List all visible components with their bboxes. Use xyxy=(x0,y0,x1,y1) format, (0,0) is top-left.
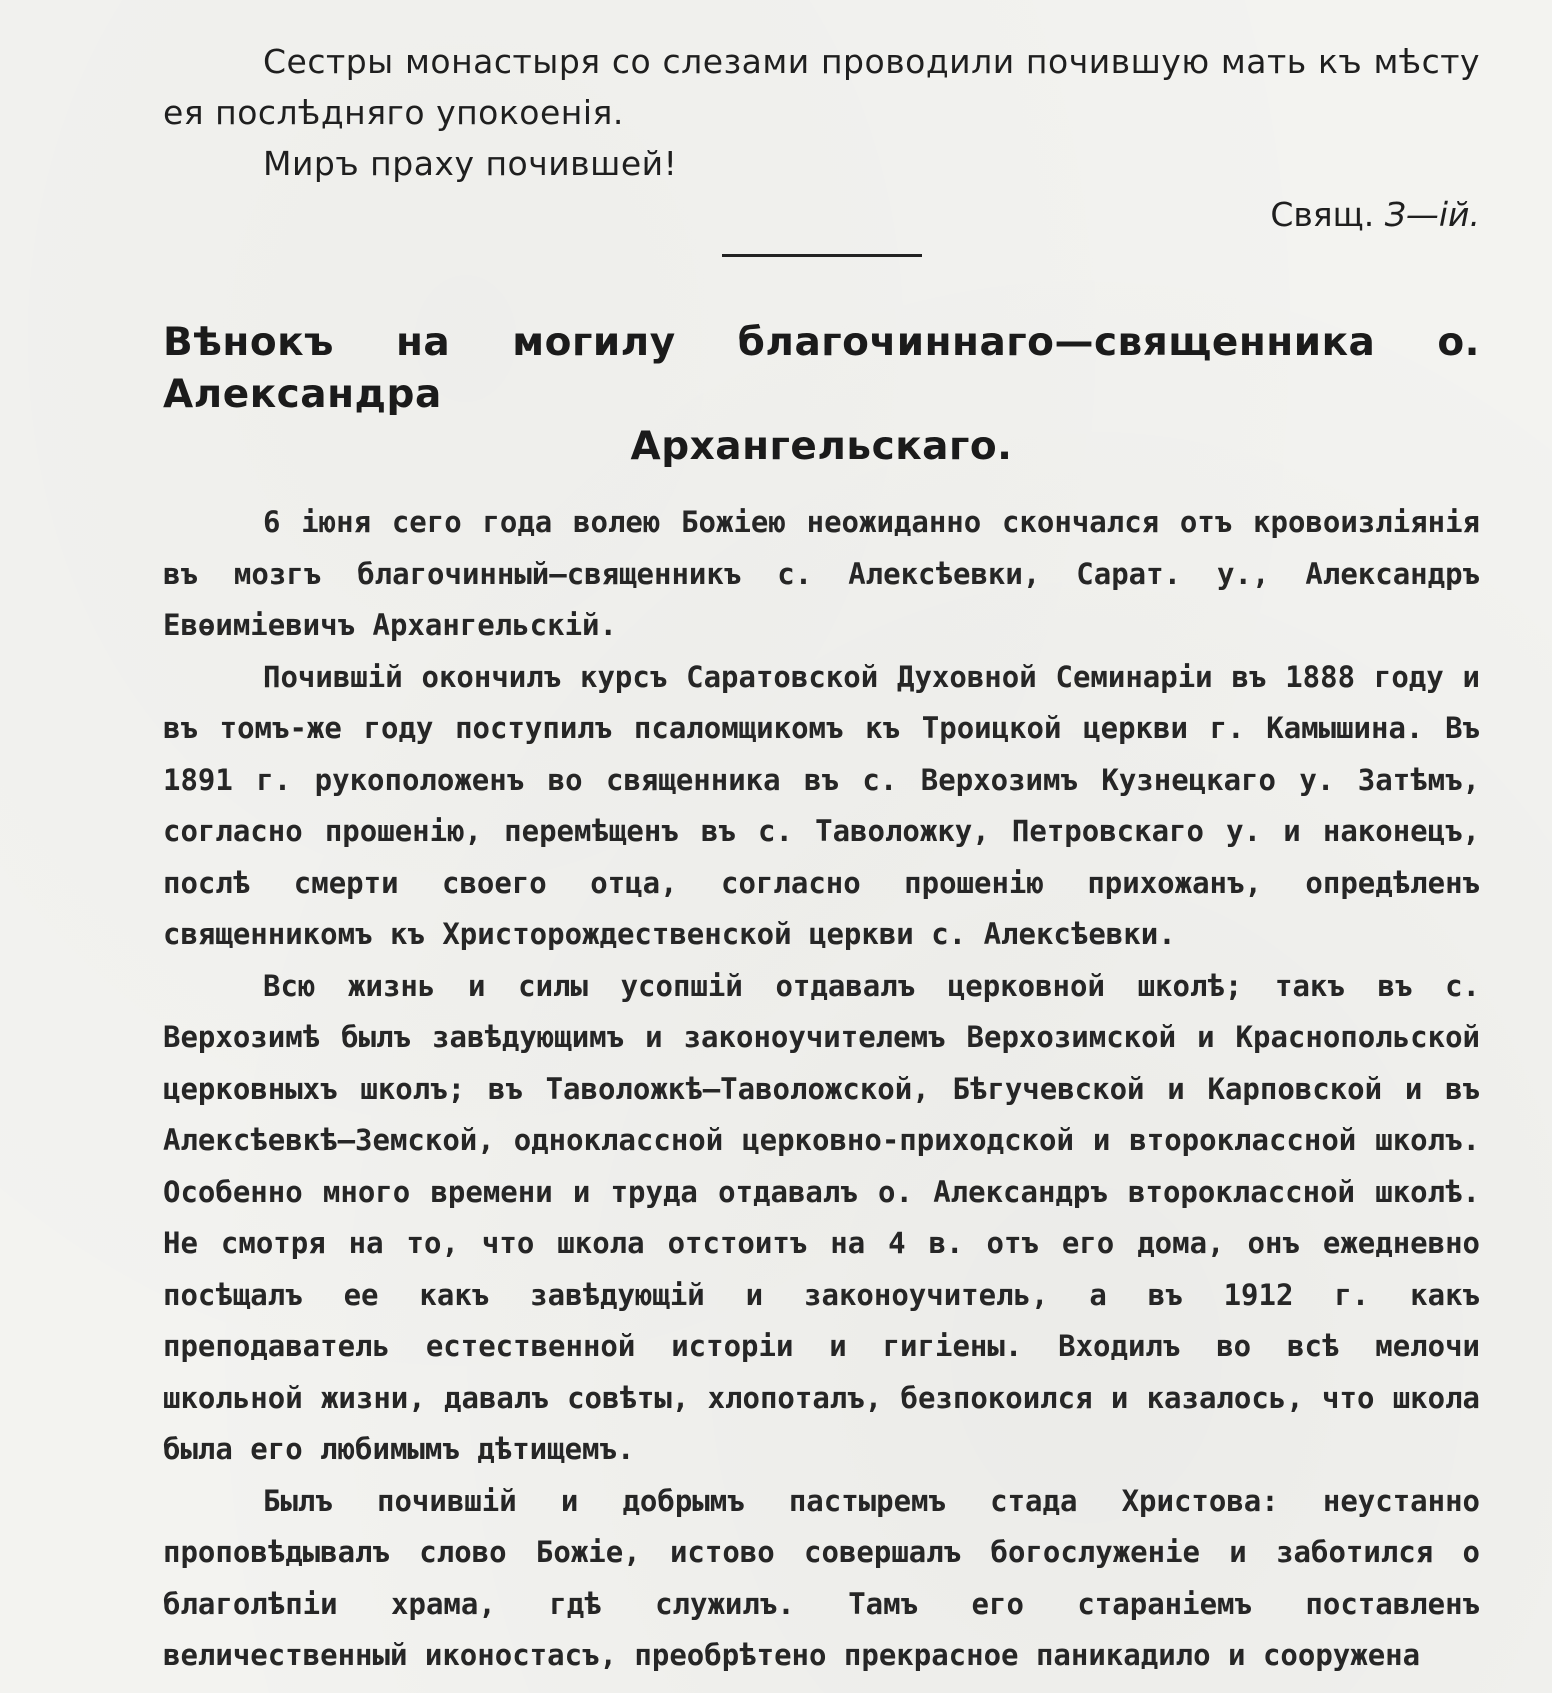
paragraph: Почившій окончилъ курсъ Саратовской Духовной Семинаріи въ 1888 году и въ томъ-же году поступилъ псаломщикомъ къ Троицкой церкви г. Камышина. Въ 1891 г. рукоположенъ во священника въ с. Верхозимъ Кузнецкаго у. Затѣмъ, согласно прошенію, перемѣщенъ въ с. Таволожку, Петровскаго у. и наконецъ, послѣ смерти своего отца, согласно прошенію прихожанъ, опредѣленъ священникомъ къ Христорождественской церкви с. Алексѣевки. xyxy=(163,659,1480,951)
paragraph: Миръ праху почившей! xyxy=(263,144,678,183)
text-column xyxy=(163,36,1480,1682)
obituary-ending xyxy=(163,36,1480,189)
signature-name: З—ій. xyxy=(1384,195,1480,234)
author-signature xyxy=(163,189,1480,240)
signature-prefix: Свящ. xyxy=(1270,195,1375,234)
article-body xyxy=(163,497,1480,1682)
paragraph: 6 іюня сего года волею Божіею неожиданно скончался отъ кровоизліянія въ мозгъ благочинный—священникъ с. Алексѣевки, Сарат. у., Александръ Евѳиміевичъ Архангельскій. xyxy=(163,505,1480,642)
paragraph: Былъ почившій и добрымъ пастыремъ стада Христова: неустанно проповѣдывалъ слово Божіе, истово совершалъ богослуженіе и заботился о благолѣпіи храма, гдѣ служилъ. Тамъ его стараніемъ поставленъ величественный иконостасъ, преобрѣтено прекрасное паникадило и сооружена xyxy=(163,1483,1480,1672)
paragraph: Всю жизнь и силы усопшій отдавалъ церковной школѣ; такъ въ с. Верхозимѣ былъ завѣдующимъ и законоучителемъ Верхозимской и Краснопольской церковныхъ школъ; въ Таволожкѣ—Таволожской, Бѣгучевской и Карповской и въ Алексѣевкѣ—Земской, одноклассной церковно-приходской и второклассной школъ. Особенно много времени и труда отдавалъ о. Александръ второклассной школѣ. Не смотря на то, что школа отстоитъ на 4 в. отъ его дома, онъ ежедневно посѣщалъ ее какъ завѣдующій и законоучитель, а въ 1912 г. какъ преподаватель естественной исторіи и гигіены. Входилъ во всѣ мелочи школьной жизни, давалъ совѣты, хлопоталъ, безпокоился и казалось, что школа была его любимымъ дѣтищемъ. xyxy=(163,968,1480,1466)
article-title-line: Архангельскаго. xyxy=(630,424,1013,469)
article-title xyxy=(163,317,1480,473)
article-title-line: Вѣнокъ на могилу благочиннаго—священника о. Александра xyxy=(163,320,1480,417)
section-divider xyxy=(722,254,922,257)
paragraph: Сестры монастыря со слезами проводили почившую мать къ мѣсту ея послѣдняго упокоенія. xyxy=(163,42,1480,132)
